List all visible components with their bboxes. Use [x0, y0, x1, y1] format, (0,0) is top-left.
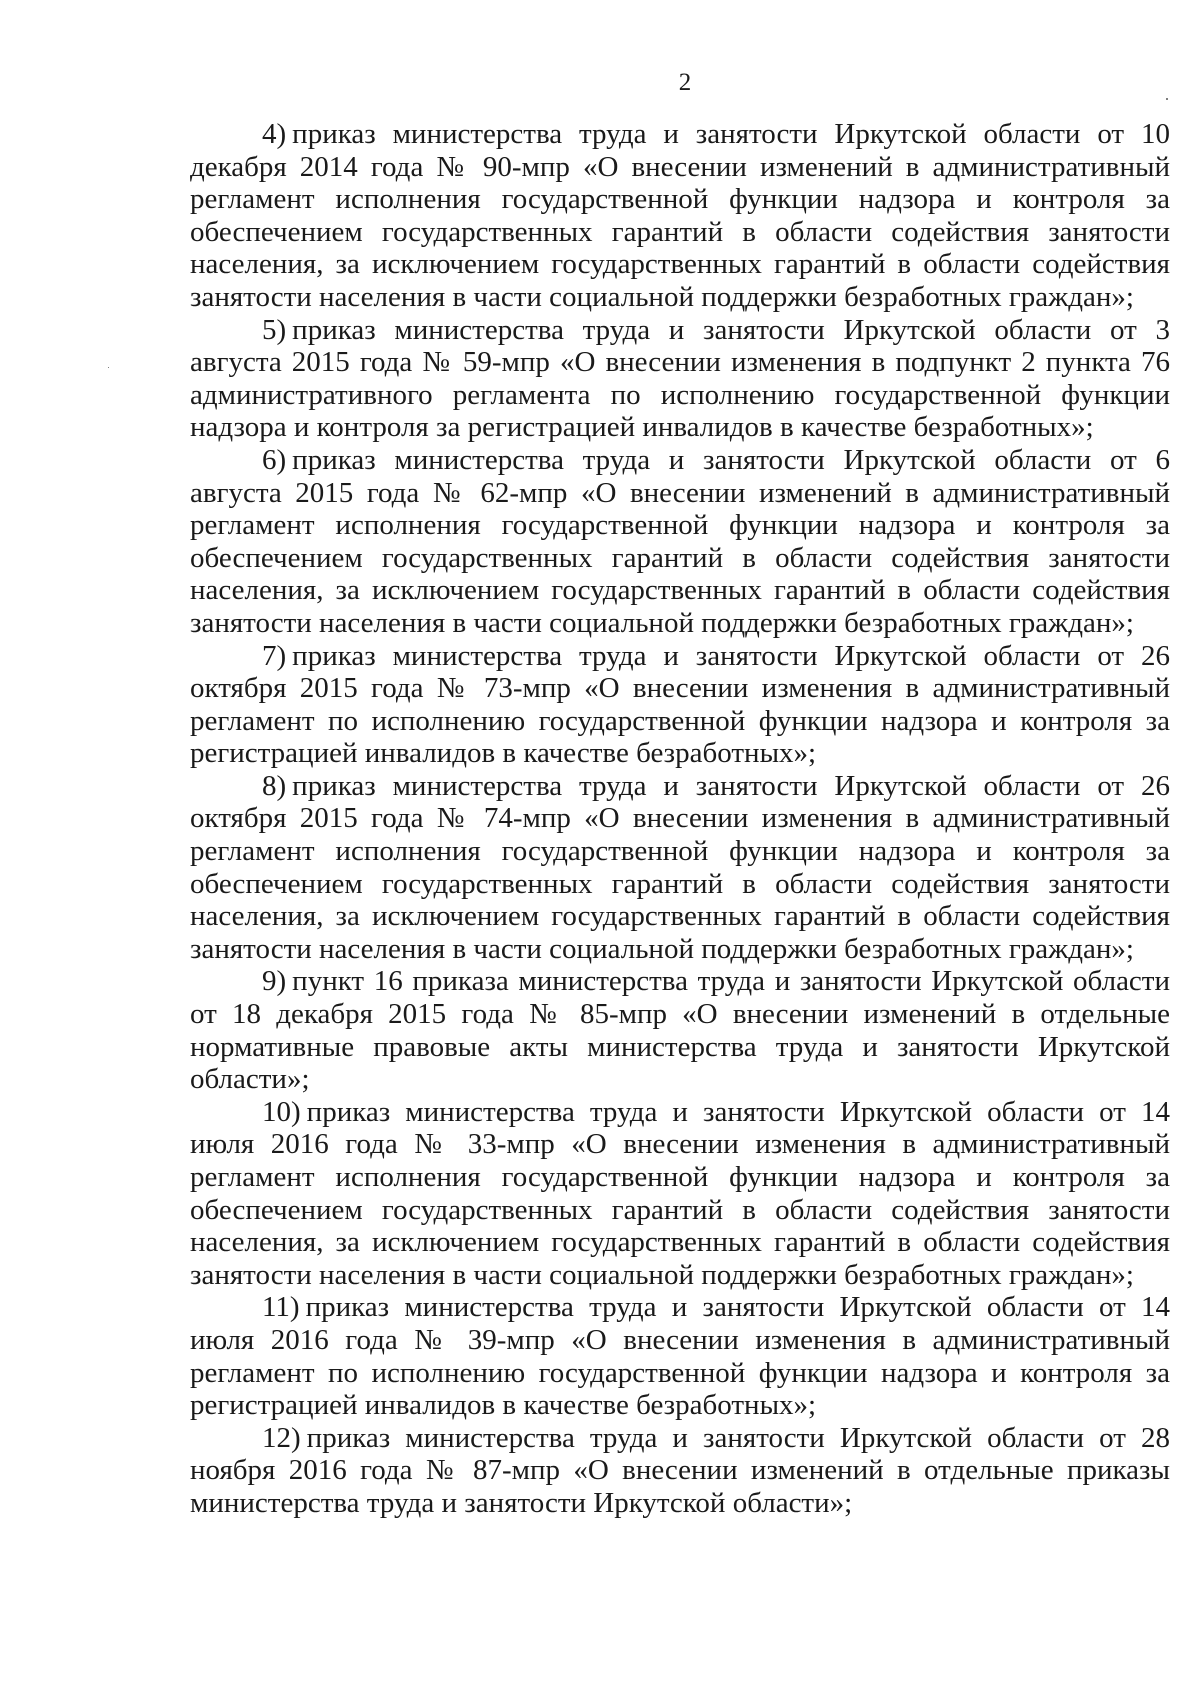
item-number: 10): [262, 1095, 301, 1128]
list-item: [190, 314, 1170, 444]
item-number: 8): [262, 769, 287, 802]
item-number: 12): [262, 1421, 301, 1454]
list-item: [190, 770, 1170, 966]
list-item: [190, 1096, 1170, 1292]
item-text: пункт 16 приказа министерства труда и занятости Иркутской области от 18 декабря 2015 года № 85-мпр «О внесении изменений в отдельные нормативные правовые акты министерства труда и занятости Иркутской области»;: [190, 965, 1170, 1096]
item-text: приказ министерства труда и занятости Иркутской области от 14 июля 2016 года № 39-мпр «О внесении изменения в административный регламент по исполнению государственной функции надзора и контроля за регистрацией инвалидов в качестве безработных»;: [190, 1291, 1170, 1422]
item-number: 11): [262, 1291, 300, 1324]
item-text: приказ министерства труда и занятости Иркутской области от 26 октября 2015 года № 73-мпр «О внесении изменения в административный регламент по исполнению государственной функции надзора и контроля за регистрацией инвалидов в качестве безработных»;: [190, 639, 1170, 770]
item-text: приказ министерства труда и занятости Иркутской области от 28 ноября 2016 года № 87-мпр «О внесении изменений в отдельные приказы министерства труда и занятости Иркутской области»;: [190, 1421, 1170, 1519]
item-text: приказ министерства труда и занятости Иркутской области от 14 июля 2016 года № 33-мпр «О внесении изменения в административный регламент исполнения государственной функции надзора и контроля за обеспечением государственных гарантий в области содействия занятости населения, за исключением государственных гарантий в области содействия занятости населения в части социальной поддержки безработных граждан»;: [190, 1095, 1170, 1291]
list-item: [190, 118, 1170, 314]
item-number: 4): [262, 118, 287, 150]
item-text: приказ министерства труда и занятости Иркутской области от 6 августа 2015 года № 62-мпр «О внесении изменений в административный регламент исполнения государственной функции надзора и контроля за обеспечением государственных гарантий в области содействия занятости населения, за исключением государственных гарантий в области содействия занятости населения в части социальной поддержки безработных граждан»;: [190, 443, 1170, 639]
document-body: [190, 118, 1170, 1520]
item-text: приказ министерства труда и занятости Иркутской области от 26 октября 2015 года № 74-мпр «О внесении изменения в административный регламент исполнения государственной функции надзора и контроля за обеспечением государственных гарантий в области содействия занятости населения, за исключением государственных гарантий в области содействия занятости населения в части социальной поддержки безработных граждан»;: [190, 769, 1170, 965]
scan-speck: [1166, 98, 1168, 100]
item-number: 5): [262, 313, 287, 346]
list-item: [190, 1291, 1170, 1421]
page-number: 2: [678, 69, 692, 96]
item-number: 9): [262, 965, 287, 998]
scan-speck: [108, 367, 109, 368]
list-item: [190, 640, 1170, 770]
item-number: 7): [262, 639, 287, 672]
item-number: 6): [262, 443, 287, 476]
list-item: [190, 965, 1170, 1095]
list-item: [190, 1422, 1170, 1520]
item-text: приказ министерства труда и занятости Иркутской области от 3 августа 2015 года № 59-мпр «О внесении изменения в подпункт 2 пункта 76 административного регламента по исполнению государственной функции надзора и контроля за регистрацией инвалидов в качестве безработных»;: [190, 313, 1170, 444]
item-text: приказ министерства труда и занятости Иркутской области от 10 декабря 2014 года № 90-мпр «О внесении изменений в административный регламент исполнения государственной функции надзора и контроля за обеспечением государственных гарантий в области содействия занятости населения, за исключением государственных гарантий в области содействия занятости населения в части социальной поддержки безработных граждан»;: [190, 118, 1170, 313]
list-item: [190, 444, 1170, 640]
